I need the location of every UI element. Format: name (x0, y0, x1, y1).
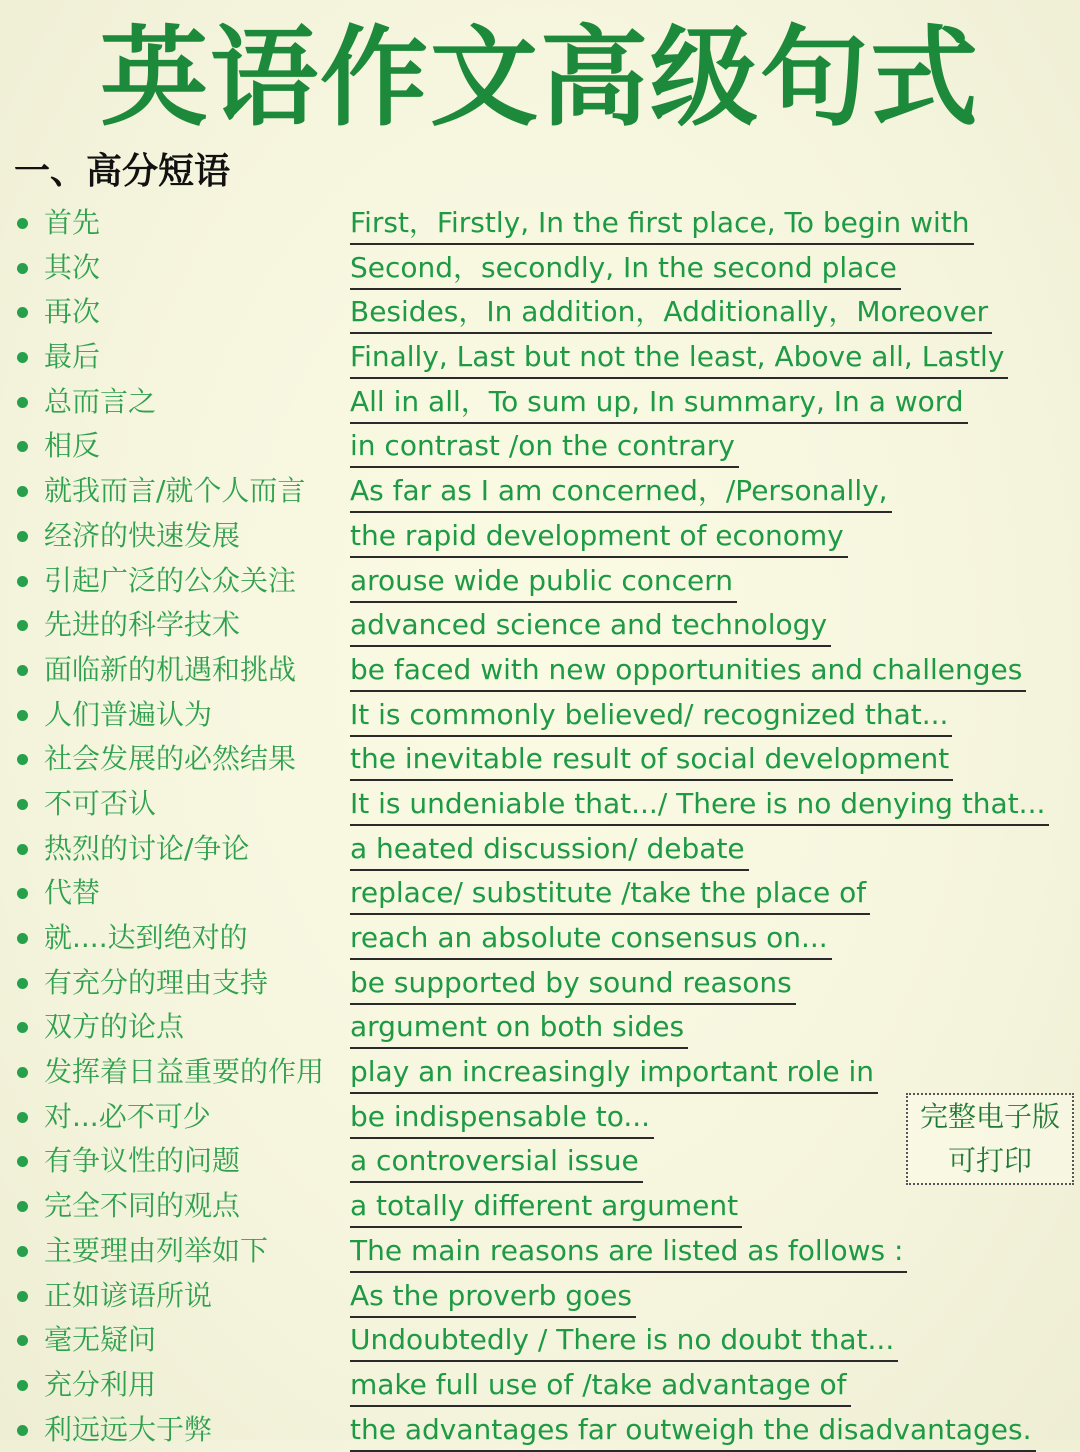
phrase-chinese: 对...必不可少 (44, 1099, 211, 1133)
phrase-english: It is undeniable that.../ There is no denying that... (350, 784, 1049, 826)
phrase-row (0, 200, 1080, 245)
phrase-row (0, 1273, 1080, 1318)
phrase-english: argument on both sides (350, 1007, 688, 1049)
phrase-row (0, 870, 1080, 915)
phrase-english: be indispensable to... (350, 1097, 654, 1139)
phrase-row (0, 915, 1080, 960)
phrase-row (0, 379, 1080, 424)
phrase-chinese: 发挥着日益重要的作用 (44, 1055, 325, 1089)
phrase-english: the inevitable result of social development (350, 739, 953, 781)
phrase-english: All in all，To sum up, In summary, In a word (350, 382, 968, 424)
phrase-row (0, 558, 1080, 603)
bullet-icon (17, 1067, 28, 1078)
phrase-row (0, 692, 1080, 737)
phrase-list (0, 200, 1080, 1451)
phrase-row (0, 1407, 1080, 1452)
bullet-icon (17, 1335, 28, 1346)
phrase-chinese: 利远远大于弊 (44, 1412, 213, 1446)
phrase-row (0, 1004, 1080, 1049)
phrase-english: As far as I am concerned，/Personally, (350, 471, 892, 513)
phrase-english: in contrast /on the contrary (350, 426, 739, 468)
phrase-english: the rapid development of economy (350, 516, 848, 558)
phrase-chinese: 双方的论点 (44, 1010, 185, 1044)
bullet-icon (17, 576, 28, 587)
phrase-row (0, 781, 1080, 826)
phrase-chinese: 人们普遍认为 (44, 697, 213, 731)
stamp-line-2: 可打印 (947, 1144, 1032, 1177)
bullet-icon (17, 1156, 28, 1167)
bullet-icon (17, 1201, 28, 1212)
phrase-english: It is commonly believed/ recognized that... (350, 695, 952, 737)
phrase-chinese: 就我而言/就个人而言 (44, 474, 306, 508)
phrase-english: As the proverb goes (350, 1276, 636, 1318)
phrase-chinese: 有充分的理由支持 (44, 965, 269, 999)
section-heading: 一、高分短语 (14, 151, 231, 192)
bullet-icon (17, 263, 28, 274)
phrase-english: First，Firstly, In the first place, To begin with (350, 203, 974, 245)
bullet-icon (17, 218, 28, 229)
phrase-english: Second，secondly, In the second place (350, 248, 901, 290)
bullet-icon (17, 307, 28, 318)
phrase-row (0, 602, 1080, 647)
phrase-row (0, 468, 1080, 513)
phrase-chinese: 相反 (44, 429, 101, 463)
phrase-chinese: 有争议性的问题 (44, 1144, 241, 1178)
phrase-english: reach an absolute consensus on... (350, 918, 832, 960)
bullet-icon (17, 486, 28, 497)
bullet-icon (17, 710, 28, 721)
bullet-icon (17, 352, 28, 363)
bullet-icon (17, 1291, 28, 1302)
phrase-chinese: 先进的科学技术 (44, 608, 241, 642)
phrase-chinese: 不可否认 (44, 786, 157, 820)
bullet-icon (17, 844, 28, 855)
phrase-english: replace/ substitute /take the place of (350, 873, 870, 915)
phrase-chinese: 面临新的机遇和挑战 (44, 652, 297, 686)
phrase-chinese: 社会发展的必然结果 (44, 742, 297, 776)
bullet-icon (17, 531, 28, 542)
phrase-english: be faced with new opportunities and challenges (350, 650, 1026, 692)
phrase-chinese: 代替 (44, 876, 101, 910)
phrase-english: The main reasons are listed as follows : (350, 1231, 907, 1273)
bullet-icon (17, 933, 28, 944)
phrase-english: a totally different argument (350, 1186, 742, 1228)
stamp-line-1: 完整电子版 (919, 1100, 1060, 1133)
printable-version-stamp (906, 1093, 1074, 1185)
phrase-chinese: 就....达到绝对的 (44, 921, 248, 954)
phrase-chinese: 完全不同的观点 (44, 1189, 241, 1223)
phrase-english: Besides，In addition，Additionally，Moreover (350, 292, 992, 334)
phrase-row (0, 245, 1080, 290)
bullet-icon (17, 1112, 28, 1123)
phrase-row (0, 289, 1080, 334)
phrase-chinese: 充分利用 (44, 1367, 157, 1401)
bullet-icon (17, 1246, 28, 1257)
phrase-english: be supported by sound reasons (350, 963, 796, 1005)
bullet-icon (17, 1380, 28, 1391)
phrase-english: a heated discussion/ debate (350, 829, 749, 871)
bullet-icon (17, 620, 28, 631)
phrase-english: arouse wide public concern (350, 561, 737, 603)
bullet-icon (17, 665, 28, 676)
phrase-row (0, 334, 1080, 379)
phrase-row (0, 647, 1080, 692)
bullet-icon (17, 888, 28, 899)
phrase-chinese: 最后 (44, 340, 101, 374)
bullet-icon (17, 1425, 28, 1436)
phrase-chinese: 毫无疑问 (44, 1323, 157, 1357)
phrase-english: the advantages far outweigh the disadvantages. (350, 1410, 1036, 1452)
phrase-row (0, 1317, 1080, 1362)
bullet-icon (17, 397, 28, 408)
phrase-english: Finally, Last but not the least, Above all, Lastly (350, 337, 1008, 379)
phrase-english: play an increasingly important role in (350, 1052, 878, 1094)
phrase-row (0, 1049, 1080, 1094)
phrase-row (0, 1228, 1080, 1273)
phrase-english: make full use of /take advantage of (350, 1365, 851, 1407)
bullet-icon (17, 1022, 28, 1033)
phrase-chinese: 主要理由列举如下 (44, 1233, 269, 1267)
bullet-icon (17, 978, 28, 989)
phrase-chinese: 经济的快速发展 (44, 518, 241, 552)
page-title: 英语作文高级句式 (99, 16, 980, 141)
phrase-row (0, 513, 1080, 558)
phrase-row (0, 1183, 1080, 1228)
phrase-chinese: 其次 (44, 250, 101, 284)
phrase-chinese: 热烈的讨论/争论 (44, 831, 250, 865)
bullet-icon (17, 441, 28, 452)
phrase-english: advanced science and technology (350, 605, 831, 647)
phrase-row (0, 1362, 1080, 1407)
phrase-chinese: 再次 (44, 295, 101, 329)
bullet-icon (17, 754, 28, 765)
phrase-row (0, 736, 1080, 781)
bullet-icon (17, 799, 28, 810)
phrase-chinese: 引起广泛的公众关注 (44, 563, 297, 597)
phrase-english: Undoubtedly / There is no doubt that... (350, 1320, 898, 1362)
phrase-chinese: 首先 (44, 206, 101, 239)
phrase-row (0, 960, 1080, 1005)
phrase-chinese: 正如谚语所说 (44, 1278, 213, 1312)
phrase-row (0, 423, 1080, 468)
phrase-chinese: 总而言之 (44, 384, 157, 418)
phrase-english: a controversial issue (350, 1141, 643, 1183)
phrase-row (0, 826, 1080, 871)
